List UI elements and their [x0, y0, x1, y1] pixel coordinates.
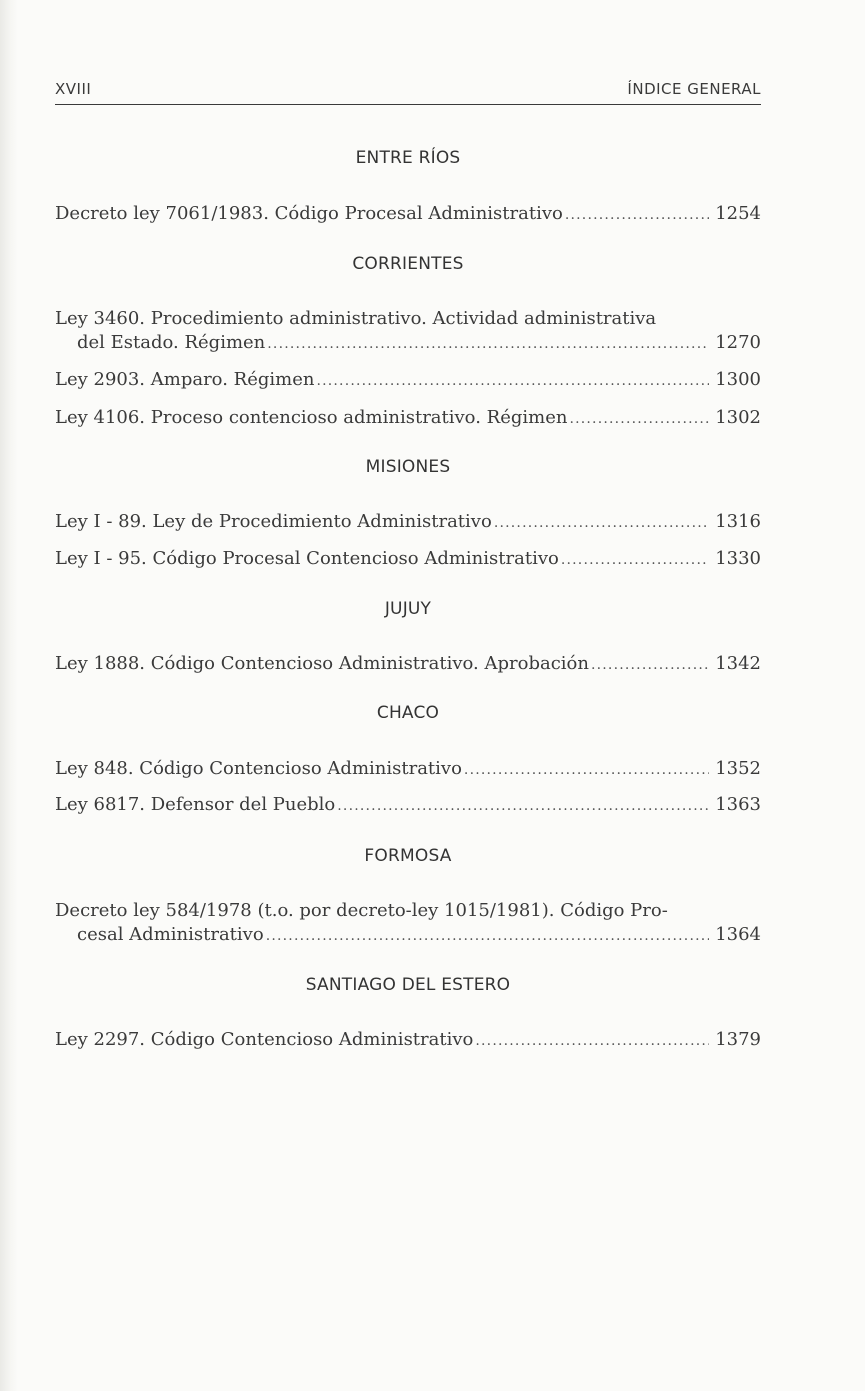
toc-entry[interactable] — [55, 307, 761, 356]
section-heading-chaco: CHACO — [376, 703, 440, 723]
toc-entry[interactable] — [55, 793, 761, 818]
entry-page-number: 1316 — [715, 511, 761, 532]
page-edge-shadow — [0, 0, 18, 1391]
entry-title: Ley I - 89. Ley de Procedimiento Administrativo — [55, 511, 492, 532]
dot-leader — [267, 332, 709, 356]
section-heading-entre-rios: ENTRE RÍOS — [355, 148, 461, 168]
entry-title: Ley 6817. Defensor del Pueblo — [55, 794, 336, 815]
dot-leader — [494, 511, 709, 535]
section-heading-corrientes: CORRIENTES — [352, 254, 464, 274]
section-heading-formosa: FORMOSA — [364, 846, 452, 866]
dot-leader — [591, 653, 709, 677]
toc-entry[interactable] — [55, 757, 761, 782]
toc-entry[interactable] — [55, 406, 761, 431]
toc-entry[interactable] — [55, 368, 761, 393]
entry-title-continuation: del Estado. Régimen — [77, 332, 266, 353]
entry-page-number: 1330 — [715, 548, 761, 569]
entry-page-number: 1302 — [715, 407, 761, 428]
dot-leader — [316, 369, 709, 393]
dot-leader — [475, 1029, 709, 1053]
entry-page-number: 1364 — [715, 924, 761, 945]
dot-leader — [337, 794, 709, 818]
dot-leader — [561, 548, 709, 572]
section-heading-misiones: MISIONES — [365, 457, 451, 477]
entry-page-number: 1379 — [715, 1029, 761, 1050]
entry-title: Ley 1888. Código Contencioso Administrativo. Aprobación — [55, 653, 589, 674]
dot-leader — [565, 203, 709, 227]
entry-title: Ley 3460. Procedimiento administrativo. Actividad administrativa — [55, 308, 657, 329]
entry-page-number: 1352 — [715, 758, 761, 779]
entry-title: Decreto ley 584/1978 (t.o. por decreto-ley 1015/1981). Código Pro- — [55, 900, 668, 921]
dot-leader — [464, 758, 709, 782]
entry-page-number: 1300 — [715, 369, 761, 390]
header-rule — [55, 104, 761, 105]
toc-entry[interactable] — [55, 202, 761, 227]
dot-leader — [569, 407, 709, 431]
entry-title: Decreto ley 7061/1983. Código Procesal Administrativo — [55, 203, 563, 224]
entry-page-number: 1270 — [715, 332, 761, 353]
entry-page-number: 1254 — [715, 203, 761, 224]
toc-entry[interactable] — [55, 1028, 761, 1053]
running-head — [55, 80, 761, 102]
dot-leader — [266, 924, 709, 948]
toc-entry[interactable] — [55, 547, 761, 572]
entry-title: Ley 2297. Código Contencioso Administrativo — [55, 1029, 474, 1050]
entry-title: Ley 2903. Amparo. Régimen — [55, 369, 315, 390]
toc-entry[interactable] — [55, 510, 761, 535]
toc-entry[interactable] — [55, 899, 761, 948]
entry-title: Ley 4106. Proceso contencioso administrativo. Régimen — [55, 407, 568, 428]
entry-page-number: 1363 — [715, 794, 761, 815]
toc-entry[interactable] — [55, 652, 761, 677]
entry-title: Ley 848. Código Contencioso Administrativo — [55, 758, 462, 779]
entry-title: Ley I - 95. Código Procesal Contencioso Administrativo — [55, 548, 559, 569]
section-heading-santiago-del-estero: SANTIAGO DEL ESTERO — [305, 975, 511, 995]
running-title: ÍNDICE GENERAL — [627, 80, 761, 98]
section-heading-jujuy: JUJUY — [384, 599, 432, 619]
entry-title-continuation: cesal Administrativo — [77, 924, 264, 945]
page-number: XVIII — [55, 80, 92, 98]
entry-page-number: 1342 — [715, 653, 761, 674]
